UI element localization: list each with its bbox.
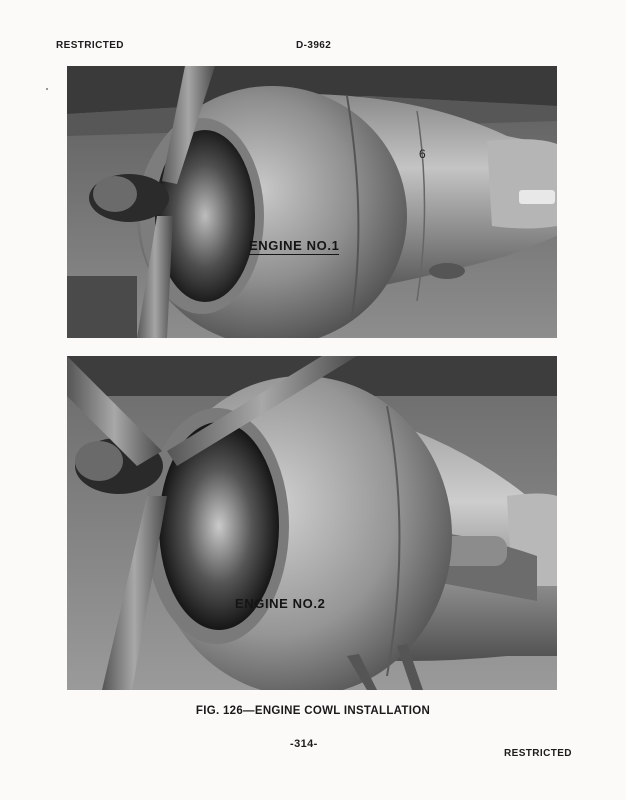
header-restricted-left: RESTRICTED xyxy=(56,40,124,51)
page-speck xyxy=(46,88,48,90)
cowl-marking-number: 6 xyxy=(419,147,426,161)
engine-label-2: ENGINE NO.2 xyxy=(235,596,326,611)
engine-label-1: ENGINE NO.1 xyxy=(249,238,340,253)
engine-1-photograph xyxy=(67,66,557,338)
photo-engine-no-2 xyxy=(67,356,557,690)
page-number: -314- xyxy=(290,738,318,750)
document-number: D-3962 xyxy=(296,40,332,51)
figure-caption: FIG. 126—ENGINE COWL INSTALLATION xyxy=(195,705,431,717)
engine-2-photograph xyxy=(67,356,557,690)
photo-engine-no-1 xyxy=(67,66,557,338)
footer-restricted-right: RESTRICTED xyxy=(504,748,572,759)
